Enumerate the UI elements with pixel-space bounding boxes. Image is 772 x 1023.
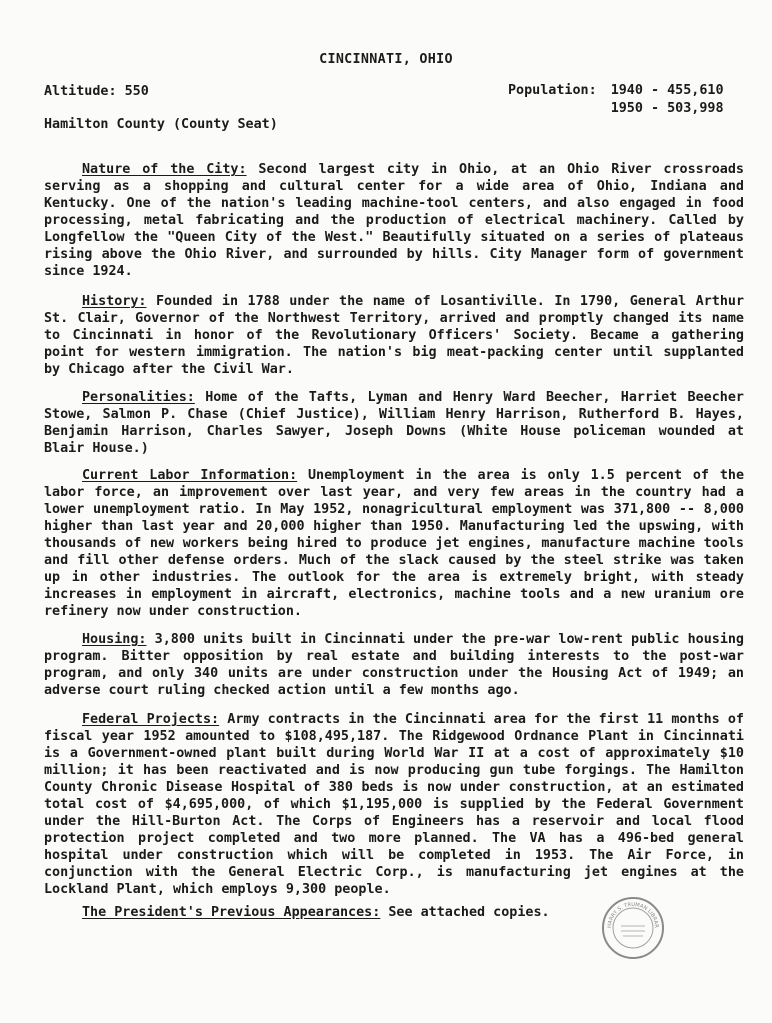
section-body: 3,800 units built in Cincinnati under the pre-war low-rent public housing program. Bitter opposition by real estate and building interests to the post-war program, and only 340 units are under construction under the Housing Act of 1949; an adverse court ruling checked action until a few months ago. (44, 632, 744, 698)
section-heading: Current Labor Information: (82, 468, 298, 483)
population-block (508, 82, 724, 118)
population-1940: 1940 - 455,610 (610, 83, 724, 98)
section-heading: Nature of the City: (82, 162, 247, 177)
section-body: See attached copies. (380, 905, 550, 920)
county-label: Hamilton County (County Seat) (44, 117, 278, 132)
section-heading: Federal Projects: (82, 712, 220, 727)
section-labor (44, 467, 744, 620)
section-federal-projects (44, 711, 744, 898)
library-stamp-icon (601, 896, 665, 960)
section-body: Army contracts in the Cincinnati area for the first 11 months of fiscal year 1952 amounted to $108,495,187. The Ridgewood Ordnance Plant in Cincinnati is a Government-owned plant built during World War II at a cost of approximately $10 million; it has been reactivated and is now producing gun tube forgings. The Hamilton County Chronic Disease Hospital of 380 beds is now under construction, at an estimated total cost of $4,695,000, of which $1,195,000 is supplied by the Federal Government under the Hill-Burton Act. The Corps of Engineers has a reservoir and local flood protection project completed and two more planned. The VA has a 496-bed general hospital under construction which will be completed in 1953. The Air Force, in conjunction with the General Electric Corp., is manufacturing jet engines at the Lockland Plant, which employs 9,300 people. (44, 712, 744, 897)
svg-text:HARRY S. TRUMAN LIBRARY (601, 896, 659, 929)
section-body: Founded in 1788 under the name of Losantiville. In 1790, General Arthur St. Clair, Governor of the Northwest Territory, arrived and promptly changed its name to Cincinnati in honor of the Revolutionary Officers' Society. Became a gathering point for western immigration. The nation's big meat-packing center until supplanted by Chicago after the Civil War. (44, 294, 744, 377)
section-body: Second largest city in Ohio, at an Ohio River crossroads serving as a shopping and cultural center for a wide area of Ohio, Indiana and Kentucky. One of the nation's leading machine-tool centers, and also engaged in food processing, metal fabricating and the production of electrical machinery. Called by Longfellow the "Queen City of the West." Beautifully situated on a series of plateaus rising above the Ohio River, and surrounded by hills. City Manager form of government since 1924. (44, 162, 744, 279)
altitude-label: Altitude: 550 (44, 84, 149, 99)
section-heading: History: (82, 294, 147, 309)
section-nature (44, 161, 744, 280)
population-1950: 1950 - 503,998 (610, 101, 724, 116)
section-body: Unemployment in the area is only 1.5 percent of the labor force, an improvement over last year, and very few areas in the country had a lower unemployment ratio. In May 1952, nonagricultural employment was 371,800 -- 8,000 higher than last year and 20,000 higher than 1950. Manufacturing led the upswing, with thousands of new workers being hired to produce jet engines, manufacture machine tools and fill other defense orders. Much of the slack caused by the steel strike was taken up in other industries. The outlook for the area is extremely bright, with steady increases in employment in aircraft, electronics, machine tools and a new uranium ore refinery now under construction. (44, 468, 744, 619)
section-heading: Personalities: (82, 390, 195, 405)
page-title: CINCINNATI, OHIO (319, 52, 453, 67)
section-history (44, 293, 744, 378)
section-heading: Housing: (82, 632, 147, 647)
section-housing (44, 631, 744, 699)
section-heading: The President's Previous Appearances: (82, 905, 381, 920)
stamp-text: HARRY S. TRUMAN LIBRAR (606, 901, 660, 929)
section-body: Home of the Tafts, Lyman and Henry Ward Beecher, Harriet Beecher Stowe, Salmon P. Chase (Chief Justice), William Henry Harrison, Rutherford B. Hayes, Benjamin Harrison, Charles Sawyer, Joseph Downs (White House policeman wounded at Blair House.) (44, 390, 744, 456)
population-label: Population: (508, 83, 597, 98)
section-personalities (44, 389, 744, 457)
population-values (611, 82, 724, 118)
